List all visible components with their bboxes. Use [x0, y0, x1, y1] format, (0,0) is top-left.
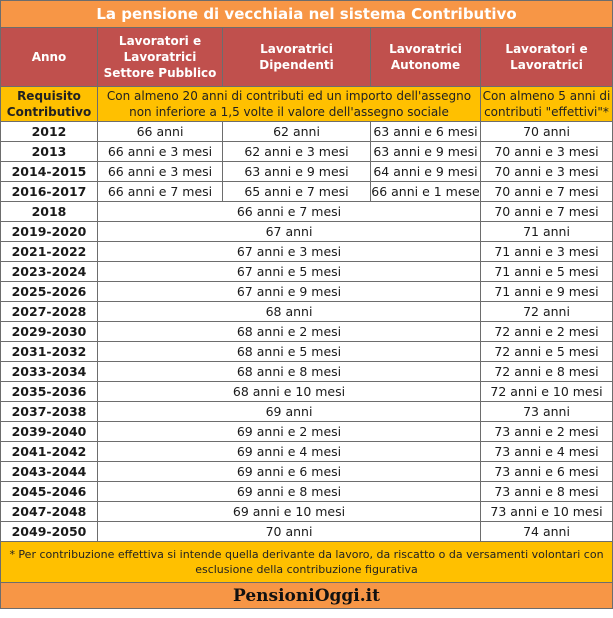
row-year: 2035-2036: [1, 382, 98, 402]
cell-main-requirement: 66 anni e 7 mesi: [98, 202, 481, 222]
cell-employees: 62 anni: [223, 122, 371, 142]
requirement-main: Con almeno 20 anni di contributi ed un importo dell'assegno non inferiore a 1,5 volte il valore dell'assegno sociale: [98, 87, 481, 122]
cell-employees: 62 anni e 3 mesi: [223, 142, 371, 162]
requirement-alt: Con almeno 5 anni di contributi "effettivi"*: [481, 87, 613, 122]
cell-all-workers: 72 anni e 5 mesi: [481, 342, 613, 362]
cell-self-employed: 66 anni e 1 mese: [371, 182, 481, 202]
header-year: Anno: [1, 28, 98, 87]
cell-all-workers: 71 anni: [481, 222, 613, 242]
row-year: 2023-2024: [1, 262, 98, 282]
row-year: 2045-2046: [1, 482, 98, 502]
cell-all-workers: 71 anni e 3 mesi: [481, 242, 613, 262]
cell-public-sector: 66 anni e 3 mesi: [98, 162, 223, 182]
table-row: [1, 522, 613, 542]
cell-main-requirement: 67 anni: [98, 222, 481, 242]
cell-main-requirement: 69 anni e 2 mesi: [98, 422, 481, 442]
cell-all-workers: 70 anni e 7 mesi: [481, 202, 613, 222]
row-year: 2041-2042: [1, 442, 98, 462]
header-employees: Lavoratrici Dipendenti: [223, 28, 371, 87]
table-row: [1, 442, 613, 462]
row-year: 2025-2026: [1, 282, 98, 302]
cell-all-workers: 70 anni e 7 mesi: [481, 182, 613, 202]
cell-main-requirement: 69 anni e 4 mesi: [98, 442, 481, 462]
cell-self-employed: 63 anni e 6 mesi: [371, 122, 481, 142]
cell-main-requirement: 70 anni: [98, 522, 481, 542]
cell-employees: 63 anni e 9 mesi: [223, 162, 371, 182]
cell-main-requirement: 69 anni e 8 mesi: [98, 482, 481, 502]
table-row: [1, 262, 613, 282]
row-year: 2039-2040: [1, 422, 98, 442]
cell-main-requirement: 69 anni e 6 mesi: [98, 462, 481, 482]
table-row: [1, 182, 613, 202]
cell-all-workers: 72 anni e 8 mesi: [481, 362, 613, 382]
cell-self-employed: 64 anni e 9 mesi: [371, 162, 481, 182]
row-year: 2049-2050: [1, 522, 98, 542]
cell-all-workers: 72 anni: [481, 302, 613, 322]
cell-all-workers: 73 anni e 2 mesi: [481, 422, 613, 442]
cell-main-requirement: 67 anni e 5 mesi: [98, 262, 481, 282]
row-year: 2013: [1, 142, 98, 162]
cell-main-requirement: 68 anni e 5 mesi: [98, 342, 481, 362]
row-year: 2033-2034: [1, 362, 98, 382]
requirement-label: Requisito Contributivo: [1, 87, 98, 122]
cell-all-workers: 71 anni e 9 mesi: [481, 282, 613, 302]
row-year: 2047-2048: [1, 502, 98, 522]
row-year: 2037-2038: [1, 402, 98, 422]
row-year: 2021-2022: [1, 242, 98, 262]
row-year: 2029-2030: [1, 322, 98, 342]
cell-main-requirement: 69 anni e 10 mesi: [98, 502, 481, 522]
cell-employees: 65 anni e 7 mesi: [223, 182, 371, 202]
row-year: 2043-2044: [1, 462, 98, 482]
cell-all-workers: 70 anni e 3 mesi: [481, 162, 613, 182]
cell-public-sector: 66 anni: [98, 122, 223, 142]
row-year: 2018: [1, 202, 98, 222]
row-year: 2027-2028: [1, 302, 98, 322]
cell-all-workers: 70 anni: [481, 122, 613, 142]
row-year: 2012: [1, 122, 98, 142]
table-row: [1, 502, 613, 522]
cell-public-sector: 66 anni e 7 mesi: [98, 182, 223, 202]
footnote: * Per contribuzione effettiva si intende quella derivante da lavoro, da riscatto o da versamenti volontari con esclusione della contribuzione figurativa: [1, 542, 613, 583]
table-row: [1, 382, 613, 402]
header-all-workers: Lavoratori e Lavoratrici: [481, 28, 613, 87]
table-row: [1, 462, 613, 482]
cell-all-workers: 73 anni e 10 mesi: [481, 502, 613, 522]
cell-main-requirement: 69 anni: [98, 402, 481, 422]
table-row: [1, 342, 613, 362]
cell-main-requirement: 67 anni e 3 mesi: [98, 242, 481, 262]
table-row: [1, 482, 613, 502]
table-row: [1, 362, 613, 382]
table-row: [1, 222, 613, 242]
cell-all-workers: 73 anni e 4 mesi: [481, 442, 613, 462]
cell-main-requirement: 68 anni e 8 mesi: [98, 362, 481, 382]
cell-all-workers: 70 anni e 3 mesi: [481, 142, 613, 162]
cell-all-workers: 72 anni e 10 mesi: [481, 382, 613, 402]
cell-all-workers: 72 anni e 2 mesi: [481, 322, 613, 342]
cell-main-requirement: 68 anni: [98, 302, 481, 322]
row-year: 2019-2020: [1, 222, 98, 242]
cell-main-requirement: 68 anni e 2 mesi: [98, 322, 481, 342]
table-row: [1, 422, 613, 442]
table-title: La pensione di vecchiaia nel sistema Contributivo: [1, 1, 613, 28]
row-year: 2031-2032: [1, 342, 98, 362]
cell-self-employed: 63 anni e 9 mesi: [371, 142, 481, 162]
header-public-sector: Lavoratori e Lavoratrici Settore Pubblico: [98, 28, 223, 87]
row-year: 2016-2017: [1, 182, 98, 202]
table-row: [1, 322, 613, 342]
cell-all-workers: 73 anni e 8 mesi: [481, 482, 613, 502]
cell-public-sector: 66 anni e 3 mesi: [98, 142, 223, 162]
table-row: [1, 242, 613, 262]
cell-all-workers: 71 anni e 5 mesi: [481, 262, 613, 282]
cell-all-workers: 73 anni: [481, 402, 613, 422]
table-row: [1, 282, 613, 302]
table-row: [1, 202, 613, 222]
table-row: [1, 302, 613, 322]
brand-logo: PensioniOggi.it: [1, 583, 613, 609]
table-row: [1, 402, 613, 422]
cell-all-workers: 74 anni: [481, 522, 613, 542]
cell-all-workers: 73 anni e 6 mesi: [481, 462, 613, 482]
header-self-employed: Lavoratrici Autonome: [371, 28, 481, 87]
table-row: [1, 142, 613, 162]
table-row: [1, 122, 613, 142]
row-year: 2014-2015: [1, 162, 98, 182]
cell-main-requirement: 68 anni e 10 mesi: [98, 382, 481, 402]
table-row: [1, 162, 613, 182]
cell-main-requirement: 67 anni e 9 mesi: [98, 282, 481, 302]
